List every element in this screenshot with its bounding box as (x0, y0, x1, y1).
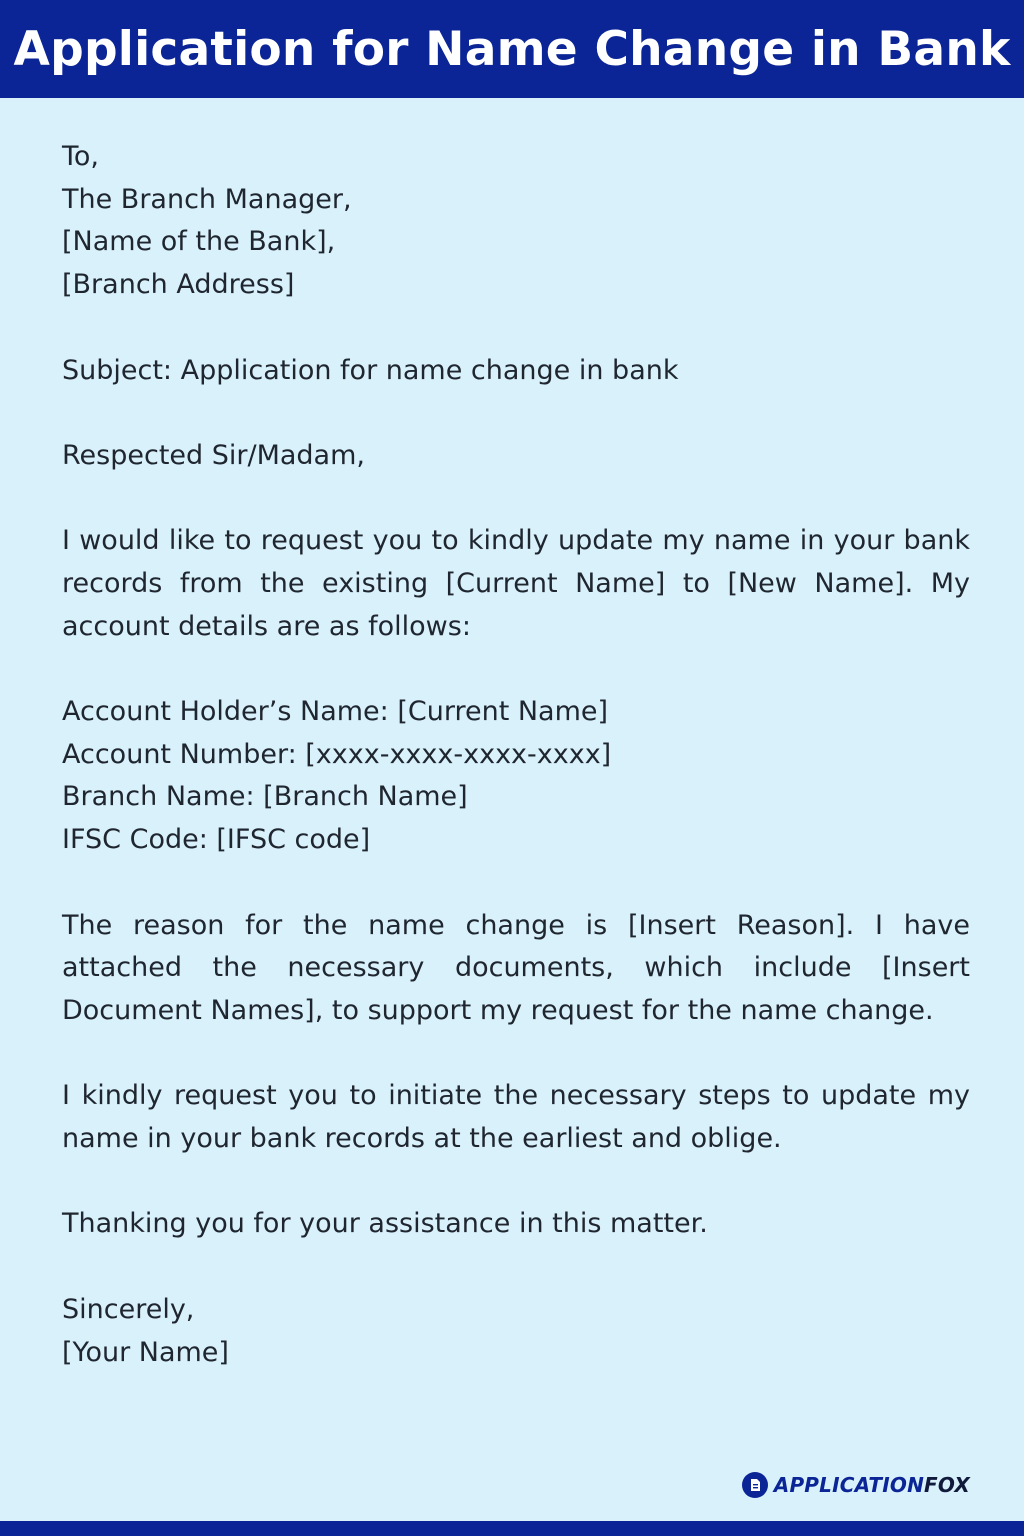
recipient-address (62, 136, 970, 307)
reason-paragraph: The reason for the name change is [Insert Reason]. I have attached the necessary documents, which include [Insert Document Names], to support my request for the name change. (62, 909, 970, 1026)
thanks-line: Thanking you for your assistance in this matter. (62, 1208, 708, 1240)
detail-line: Account Holder’s Name: [Current Name] (62, 696, 609, 728)
signature-name: [Your Name] (62, 1336, 229, 1368)
address-line: To, (62, 141, 100, 172)
account-details (62, 691, 970, 862)
brand-logo (742, 1470, 970, 1500)
bottom-border (0, 1521, 1024, 1536)
closing-request-paragraph: I kindly request you to initiate the necessary steps to update my name in your bank records at the earliest and oblige. (62, 1080, 970, 1155)
document-icon (742, 1472, 768, 1498)
request-paragraph: I would like to request you to kindly update my name in your bank records from the existing [Current Name] to [New Name]. My account details are as follows: (62, 525, 970, 642)
subject-line: Subject: Application for name change in bank (62, 354, 679, 386)
letter-body (62, 136, 970, 1374)
brand-wordmark (774, 1473, 970, 1497)
closing-line: Sincerely, (62, 1293, 195, 1325)
address-line: [Branch Address] (62, 269, 295, 301)
address-line: [Name of the Bank], (62, 226, 336, 258)
brand-wordmark-part2: FOX (924, 1473, 970, 1497)
address-line: The Branch Manager, (62, 183, 352, 215)
detail-line: Account Number: [xxxx-xxxx-xxxx-xxxx] (62, 738, 612, 770)
signature-block (62, 1289, 970, 1374)
detail-line: IFSC Code: [IFSC code] (62, 824, 371, 856)
detail-line: Branch Name: [Branch Name] (62, 781, 468, 813)
salutation: Respected Sir/Madam, (62, 439, 365, 471)
page-title: Application for Name Change in Bank (13, 21, 1011, 77)
title-banner (0, 0, 1024, 98)
brand-wordmark-part1: APPLICATION (773, 1473, 925, 1497)
